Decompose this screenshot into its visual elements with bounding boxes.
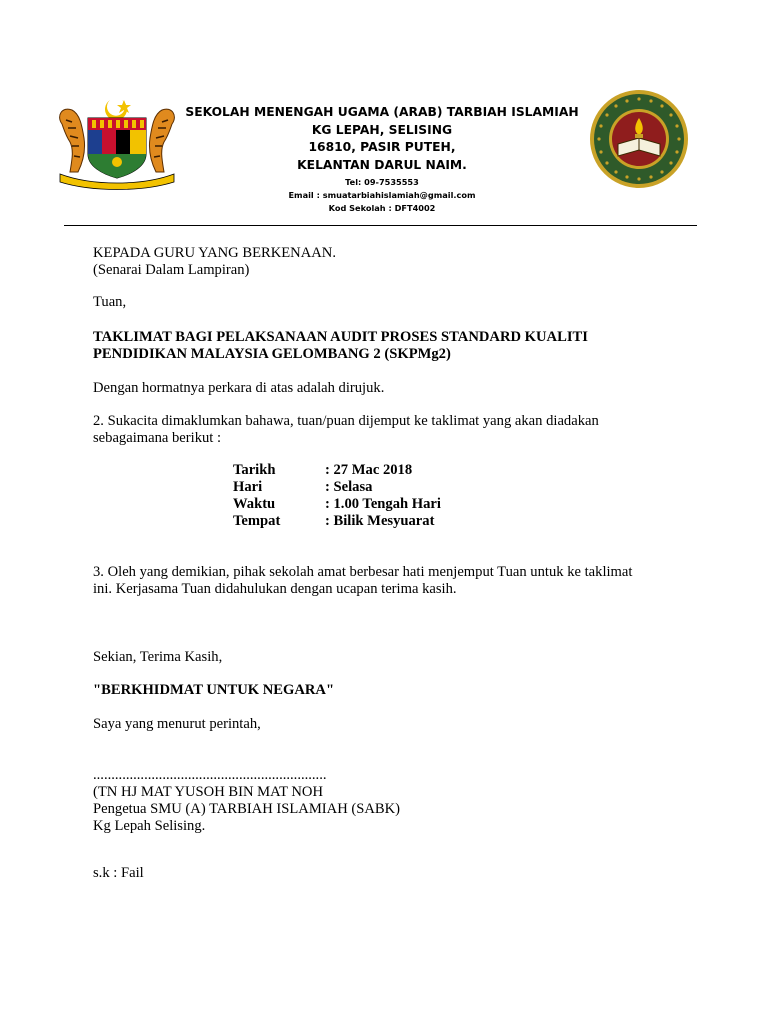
closing: Sekian, Terima Kasih,: [93, 649, 223, 665]
detail-label: Tarikh: [233, 462, 276, 478]
motto: "BERKHIDMAT UNTUK NEGARA": [93, 682, 335, 698]
event-details: [233, 462, 441, 530]
signatory-place: Kg Lepah Selising.: [93, 818, 206, 834]
paragraph-1: Dengan hormatnya perkara di atas adalah dirujuk.: [93, 380, 385, 396]
school-emblem-icon: [588, 88, 690, 190]
recipient-note: (Senarai Dalam Lampiran): [93, 262, 250, 278]
signatory-title: Pengetua SMU (A) TARBIAH ISLAMIAH (SABK): [93, 801, 401, 817]
malaysia-coat-of-arms-icon: [52, 94, 182, 190]
paragraph-2: [93, 413, 693, 447]
address-line-2: 16810, PASIR PUTEH,: [308, 140, 456, 154]
paragraph-3: [93, 564, 693, 598]
letterhead-divider: [64, 225, 697, 226]
detail-row-day: [233, 479, 441, 496]
detail-label: Tempat: [233, 513, 281, 529]
salutation: Tuan,: [93, 294, 127, 310]
paragraph-3-line-2: ini. Kerjasama Tuan didahulukan dengan ucapan terima kasih.: [93, 581, 457, 597]
address-line-3: KELANTAN DARUL NAIM.: [297, 157, 467, 172]
subject-line-1: TAKLIMAT BAGI PELAKSANAAN AUDIT PROSES STANDARD KUALITI: [93, 329, 588, 345]
school-code: Kod Sekolah : DFT4002: [328, 203, 436, 213]
subject-block: [93, 329, 693, 363]
detail-value: : 27 Mac 2018: [325, 462, 413, 478]
detail-label: Hari: [233, 479, 263, 495]
paragraph-2-line-1: 2. Sukacita dimaklumkan bahawa, tuan/puan dijemput ke taklimat yang akan diadakan: [93, 413, 599, 429]
recipient-line: KEPADA GURU YANG BERKENAAN.: [93, 245, 336, 261]
address-line-1: KG LEPAH, SELISING: [311, 122, 453, 137]
paragraph-2-line-2: sebagaimana berikut :: [93, 430, 222, 446]
signatory-name: (TN HJ MAT YUSOH BIN MAT NOH: [93, 784, 323, 800]
detail-value: : 1.00 Tengah Hari: [325, 496, 441, 512]
subject-line-2: PENDIDIKAN MALAYSIA GELOMBANG 2 (SKPMg2): [93, 346, 451, 362]
detail-label: Waktu: [233, 496, 276, 512]
letterhead: [176, 104, 588, 215]
recipient-block: [93, 245, 693, 279]
detail-row-date: [233, 462, 441, 479]
instruction: Saya yang menurut perintah,: [93, 716, 261, 732]
school-name: SEKOLAH MENENGAH UGAMA (ARAB) TARBIAH ISLAMIAH: [185, 105, 579, 119]
telephone: Tel: 09-7535553: [345, 177, 419, 187]
signature-block: [93, 767, 693, 835]
detail-value: : Bilik Mesyuarat: [325, 513, 435, 529]
email-address: Email : smuatarbiahislamiah@gmail.com: [288, 190, 476, 200]
signature-line: ................................................................: [93, 767, 327, 783]
detail-row-place: [233, 513, 441, 530]
carbon-copy: s.k : Fail: [93, 865, 144, 881]
detail-value: : Selasa: [325, 479, 373, 495]
paragraph-3-line-1: 3. Oleh yang demikian, pihak sekolah amat berbesar hati menjemput Tuan untuk ke taklimat: [93, 564, 633, 580]
detail-row-time: [233, 496, 441, 513]
